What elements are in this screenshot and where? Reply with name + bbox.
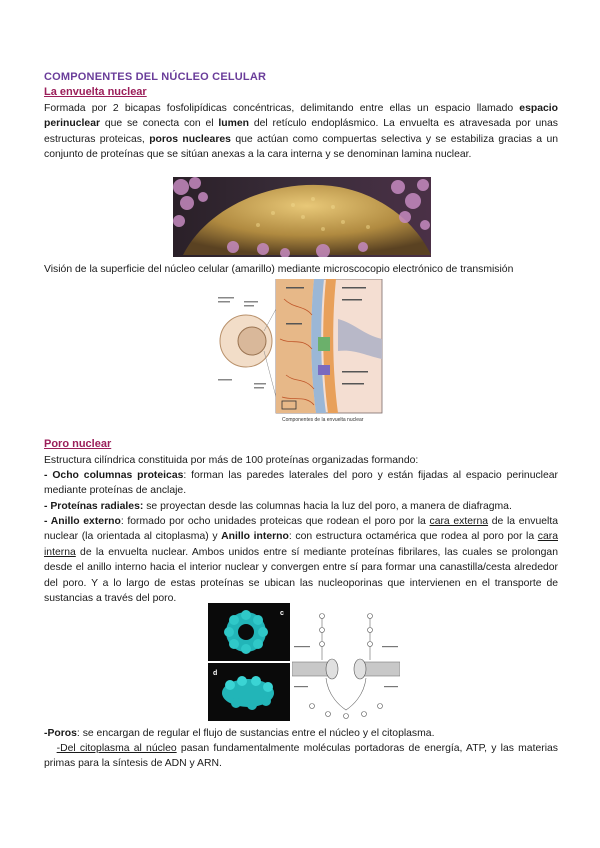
diagram-caption: Componentes de la envuelta nuclear	[282, 417, 364, 423]
panel-label-d: d	[213, 670, 218, 677]
paragraph-citoplasma: -Del citoplasma al núcleo pasan fundamentalmente moléculas portadoras de energía, ATP, y las materias primas para la síntesis de ADN y ARN.	[44, 743, 558, 770]
pore-schematic	[292, 606, 400, 720]
page-title: COMPONENTES DEL NÚCLEO CELULAR	[44, 71, 267, 83]
nuclear-envelope-diagram	[214, 279, 384, 425]
pore-complex-models	[208, 603, 290, 721]
list-item-columnas: - Ocho columnas proteicas: forman las paredes laterales del poro y están fijadas al espacio perinuclear mediante proteínas de anclaje.	[44, 470, 558, 497]
list-item-radiales: - Proteínas radiales: se proyectan desde las columnas hacia la luz del poro, a manera de diafragma.	[44, 501, 512, 512]
paragraph-poros: -Poros: se encargan de regular el flujo de sustancias entre el núcleo y el citoplasma.	[44, 728, 435, 739]
panel-label-c: c	[280, 610, 284, 617]
section-heading-envuelta: La envuelta nuclear	[44, 86, 147, 98]
nuclear-surface-micrograph	[173, 177, 431, 257]
paragraph-poro-intro: Estructura cilíndrica constituida por más de 100 proteínas organizadas formando:	[44, 455, 419, 466]
section-heading-poro: Poro nuclear	[44, 438, 112, 450]
paragraph-envuelta: Formada por 2 bicapas fosfolipídicas concéntricas, delimitando entre ellas un espacio llamado espacio perinuclear que se conecta con el lumen del retículo endoplásmico. La envuelta es atravesada por unas estructuras proteicas, poros nucleares que actúan como compuertas selectiva y se estabiliza gracias a un conjunto de proteínas que se sitúan anexas a la cara interna y se denominan lamina nuclear.	[44, 103, 558, 161]
list-item-anillos: - Anillo externo: formado por ocho unidades proteicas que rodean el poro por la cara externa de la envuelta nuclear (la orientada al citoplasma) y Anillo interno: con estructura octamérica que rodea al poro por la cara interna de la envuelta nuclear. Ambos unidos entre sí mediante proteínas fibrilares, las cuales se prolongan desde el anillo interno hacia el interior nuclear y convergen entre sí para formar una canastilla/cesta alrededor del poro. Y a lo largo de estas proteínas se ubican las nucleoporinas que intervienen en el transporte de sustancias a través del poro.	[44, 516, 558, 605]
caption-micrograph: Visión de la superficie del núcleo celular (amarillo) mediante microscocopio electrónico de transmisión	[44, 264, 514, 275]
